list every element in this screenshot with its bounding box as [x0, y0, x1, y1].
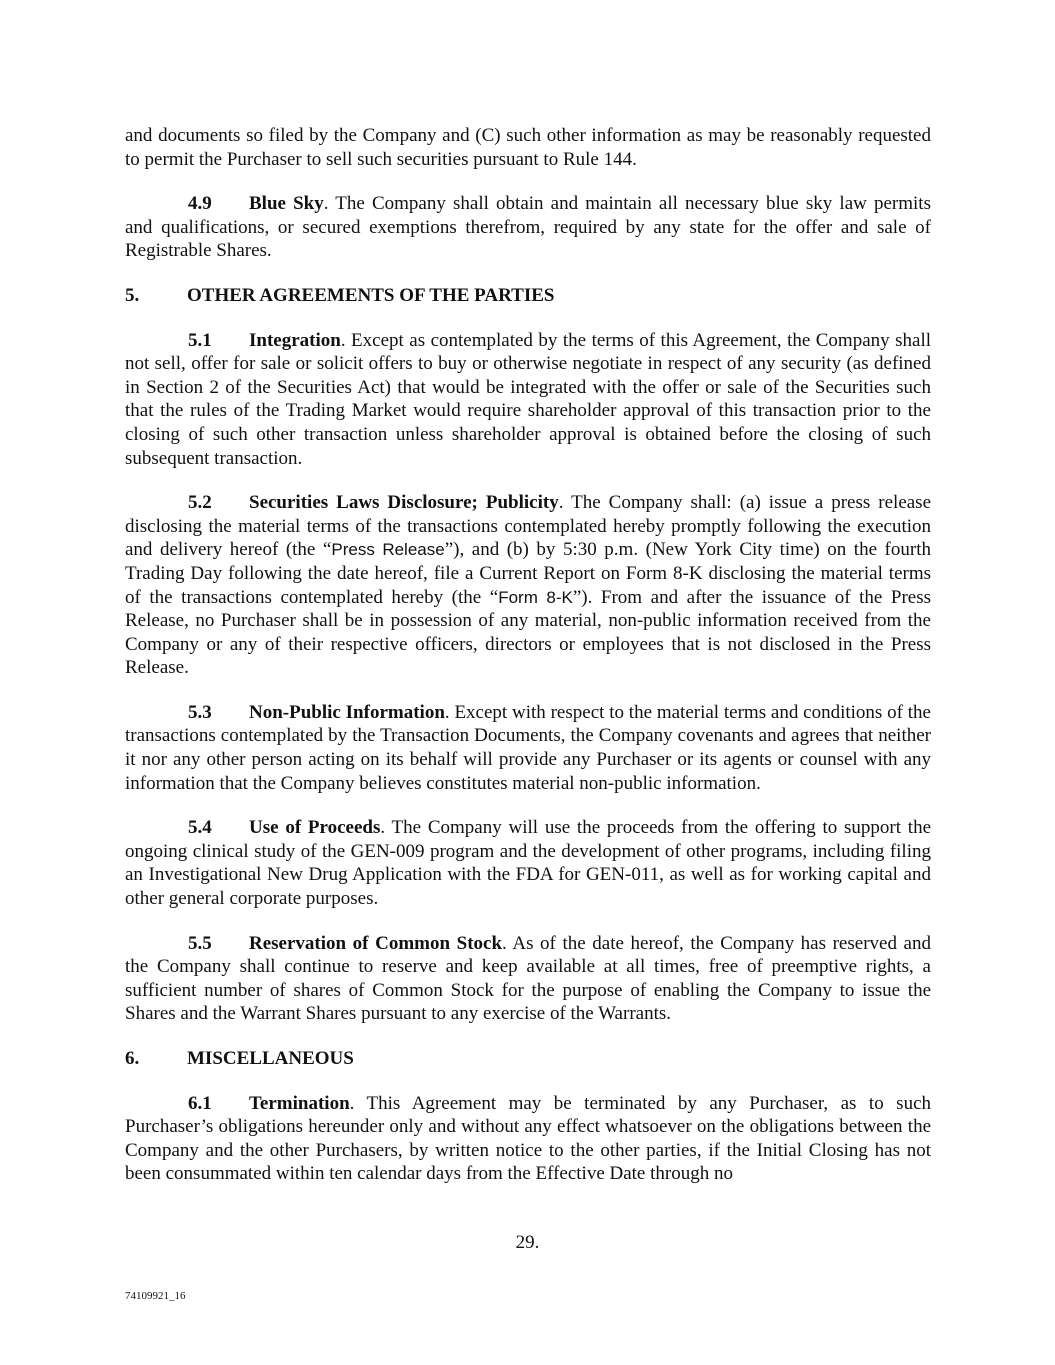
- section-title: Blue Sky: [249, 193, 324, 215]
- section-title: Use of Proceeds: [249, 817, 381, 839]
- section-5-4: [125, 816, 931, 910]
- defined-term-press-release: Press Release: [331, 540, 445, 560]
- page-number: 29.: [515, 1232, 540, 1253]
- section-title: Integration: [249, 329, 341, 351]
- section-5-2: [125, 491, 931, 680]
- section-title: MISCELLANEOUS: [187, 1048, 354, 1069]
- section-text: . The Company shall obtain and maintain all necessary blue sky law permits and qualifications, or secured exemptions therefrom, required by any state for the offer and sale of Registrable Shares.: [125, 193, 931, 262]
- paragraph-intro: and documents so filed by the Company and (C) such other information as may be reasonably requested to permit the Purchaser to sell such securities pursuant to Rule 144.: [125, 125, 931, 170]
- section-number: 5.4: [188, 817, 212, 839]
- section-5-5: [125, 932, 931, 1026]
- section-4-9: [125, 192, 931, 263]
- section-number: 5.3: [188, 701, 212, 723]
- section-text: . This Agreement may be terminated by any Purchaser, as to such Purchaser’s obligations hereunder only and without any effect whatsoever on the obligations between the Company and the other Purchasers, by written notice to the other parties, if the Initial Closing has not been consummated within ten calendar days from the Effective Date through no: [125, 1092, 931, 1185]
- defined-term-form-8k: Form 8-K: [498, 587, 573, 607]
- section-6-heading: [125, 1047, 931, 1071]
- document-body: [125, 124, 931, 1207]
- section-number: 6.: [125, 1048, 140, 1069]
- section-text: . Except with respect to the material terms and conditions of the transactions contemplated by the Transaction Documents, the Company covenants and agrees that neither it nor any other person acting on its behalf will provide any Purchaser or its agents or counsel with any information that the Company believes constitutes material non-public information.: [125, 701, 931, 794]
- section-5-1: [125, 329, 931, 471]
- section-text: . The Company will use the proceeds from the offering to support the ongoing clinical study of the GEN-009 program and the development of other programs, including filing an Investigational New Drug Application with the FDA for GEN-011, as well as for working capital and other general corporate purposes.: [125, 817, 931, 910]
- section-5-heading: [125, 284, 931, 308]
- section-number: 5.1: [188, 329, 212, 351]
- section-text: . The Company shall: (a) issue a press release disclosing the material terms of the transactions contemplated hereby promptly following the execution and delivery hereof (the “: [125, 492, 932, 561]
- section-title: Non-Public Information: [249, 701, 445, 723]
- section-number: 5.5: [188, 932, 212, 954]
- section-title: OTHER AGREEMENTS OF THE PARTIES: [187, 284, 555, 306]
- section-title: Termination: [249, 1092, 350, 1114]
- section-text: . Except as contemplated by the terms of this Agreement, the Company shall not sell, offer for sale or solicit offers to buy or otherwise negotiate in respect of any security (as defined in Section 2 of the Securities Act) that would be integrated with the offer or sale of the Securities such that the rules of the Trading Market would require shareholder approval of this transaction prior to the closing of such other transaction unless shareholder approval is obtained before the closing of such subsequent transaction.: [125, 329, 931, 469]
- section-number: 5.: [125, 284, 140, 306]
- section-text: ”), and (b) by 5:30 p.m. (New York City time) on the fourth Trading Day following the date hereof, file a Current Report on Form 8-K disclosing the material terms of the transactions contemplated hereby (the “: [125, 539, 931, 608]
- section-number: 4.9: [188, 193, 212, 215]
- section-5-3: [125, 701, 931, 795]
- section-title: Reservation of Common Stock: [249, 932, 503, 954]
- document-id: 74109921_16: [125, 1290, 186, 1302]
- section-number: 5.2: [188, 492, 212, 514]
- section-number: 6.1: [188, 1092, 212, 1114]
- section-6-1: [125, 1092, 931, 1186]
- section-text: . As of the date hereof, the Company has reserved and the Company shall continue to reserve and keep available at all times, free of preemptive rights, a sufficient number of shares of Common Stock for the purpose of enabling the Company to issue the Shares and the Warrant Shares pursuant to any exercise of the Warrants.: [125, 932, 931, 1025]
- section-title: Securities Laws Disclosure; Publicity: [249, 492, 559, 514]
- section-text: ”). From and after the issuance of the Press Release, no Purchaser shall be in possession of any material, non-public information received from the Company or any of their respective officers, directors or employees that is not disclosed in the Press Release.: [125, 586, 931, 679]
